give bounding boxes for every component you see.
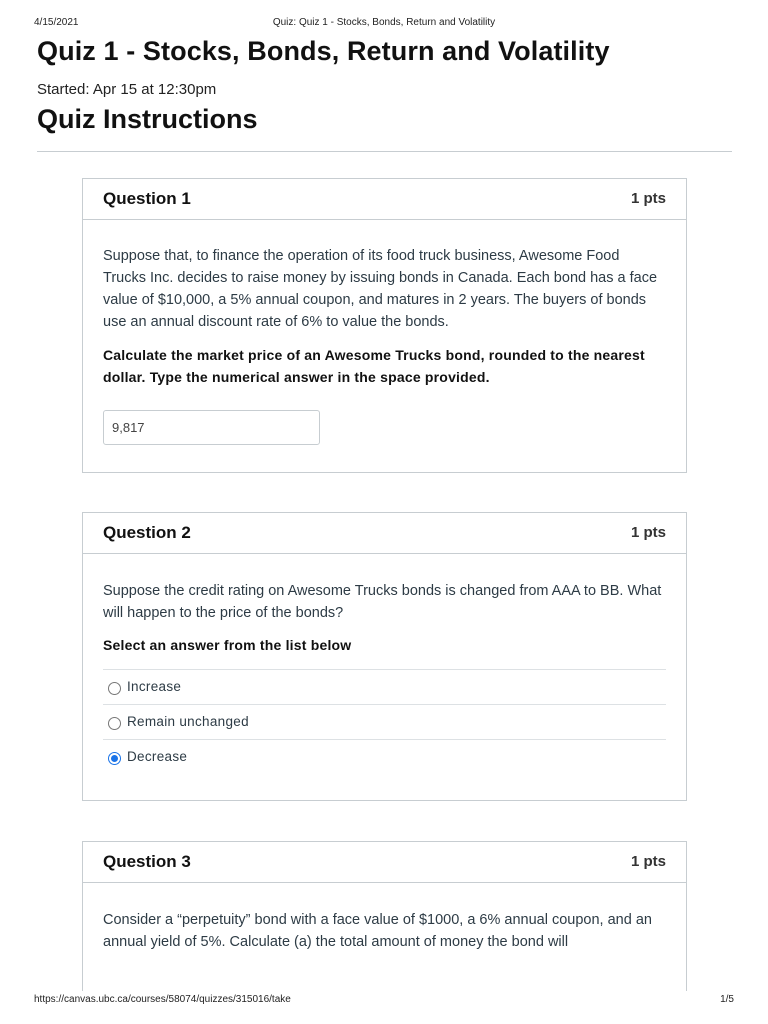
question-points: 1 pts — [630, 190, 666, 207]
quiz-title: Quiz 1 - Stocks, Bonds, Return and Volatility — [37, 36, 610, 66]
question-text: Consider a “perpetuity” bond with a face value of $1000, a 6% annual coupon, and an annual yield of 5%. Calculate (a) the total amount of money the bond will — [103, 912, 652, 950]
question-prompt: Select an answer from the list below — [103, 637, 352, 653]
print-footer — [0, 994, 768, 1008]
answer-label[interactable]: Decrease — [127, 749, 188, 764]
question-3 — [82, 841, 687, 991]
print-header — [0, 17, 768, 31]
print-page-number: 1/5 — [720, 994, 734, 1005]
question-header — [83, 179, 686, 220]
question-1 — [82, 178, 687, 473]
answer-option-remain-unchanged[interactable] — [103, 705, 666, 740]
print-page-title: Quiz: Quiz 1 - Stocks, Bonds, Return and Volatility — [272, 17, 496, 28]
quiz-started-time: Started: Apr 15 at 12:30pm — [37, 81, 217, 98]
question-points: 1 pts — [630, 524, 666, 541]
question-text: Suppose that, to finance the operation of its food truck business, Awesome Food Trucks Inc. decides to raise money by issuing bonds in Canada. Each bond has a face value of $10,000, a 5% annual coupon, and matures in 2 years. The buyers of bonds use an annual discount rate of 6% to value the bonds. — [103, 248, 658, 330]
radio-button[interactable] — [108, 717, 121, 730]
print-date: 4/15/2021 — [34, 17, 79, 28]
question-text: Suppose the credit rating on Awesome Trucks bonds is changed from AAA to BB. What will happen to the price of the bonds? — [103, 583, 662, 621]
question-header — [83, 842, 686, 883]
question-prompt: Calculate the market price of an Awesome Trucks bond, rounded to the nearest dollar. Type the numerical answer in the space provided. — [103, 347, 645, 385]
print-url: https://canvas.ubc.ca/courses/58074/quizzes/315016/take — [34, 994, 291, 1005]
question-2 — [82, 512, 687, 801]
question-name: Question 2 — [103, 523, 191, 542]
radio-button[interactable] — [108, 682, 121, 695]
answer-label[interactable]: Remain unchanged — [127, 714, 249, 729]
question-points: 1 pts — [630, 853, 666, 870]
question-header — [83, 513, 686, 554]
answer-label[interactable]: Increase — [127, 679, 182, 694]
question-name: Question 3 — [103, 852, 191, 871]
numeric-answer-input[interactable] — [103, 410, 320, 445]
quiz-instructions-heading: Quiz Instructions — [37, 104, 258, 134]
answer-option-decrease[interactable] — [103, 740, 666, 775]
question-name: Question 1 — [103, 189, 191, 208]
radio-button-selected[interactable] — [108, 752, 121, 765]
answer-list — [103, 669, 666, 775]
divider — [37, 151, 732, 152]
answer-option-increase[interactable] — [103, 670, 666, 705]
